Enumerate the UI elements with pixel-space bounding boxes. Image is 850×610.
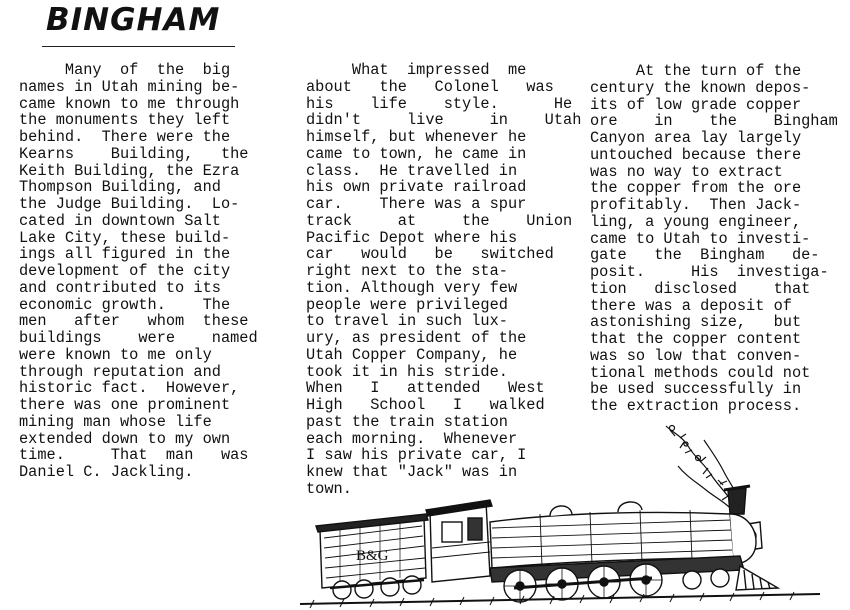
- article-title: BINGHAM: [46, 2, 221, 38]
- article-column-1: Many of the big names in Utah mining be- came known to me through the monuments they left behind. There were the Kearns Building, the Keith Building, the Ezra Thompson Building, and the Judge Building. Lo- cated in downtown Salt Lake City, these build- ings all figured in the development of the city and contributed to its economic growth. The men after whom these buildings were named were known to me only through reputation and historic fact. However, there was one prominent mining man whose life extended down to my own time. That man was Daniel C. Jackling.: [19, 61, 258, 481]
- article-column-2: What impressed me about the Colonel was his life style. He didn't live in Utah himself, but whenever he came to town, he came in class. He travelled in his own private railroad car. There was a spur track at the Union Pacific Depot where his car would be switched right next to the sta- tion. Although very few people were privileged to travel in such lux- ury, as president of the Utah Copper Company, he took it in his stride. When I attended West High School I walked past the train station each morning. Whenever I saw his private car, I knew that "Jack" was in town.: [306, 61, 582, 498]
- tender-lettering: B&G: [356, 548, 389, 564]
- locomotive-boiler: [490, 486, 762, 568]
- steam-locomotive-icon: [300, 418, 820, 610]
- article-column-3: At the turn of the century the known depos- its of low grade copper ore in the Bingham Canyon area lay largely untouched because there was no way to extract the copper from the ore profitably. Then Jack- ling, a young engineer, came to Utah to investi- gate the Bingham de- posit. His investiga- tion disclosed that there was a deposit of astonishing size, but that the copper content was so low that conven- tional methods could not be used successfully in the extraction process.: [590, 62, 838, 415]
- tender: [316, 514, 428, 599]
- locomotive-cab: [426, 500, 492, 582]
- title-underline: [42, 46, 235, 47]
